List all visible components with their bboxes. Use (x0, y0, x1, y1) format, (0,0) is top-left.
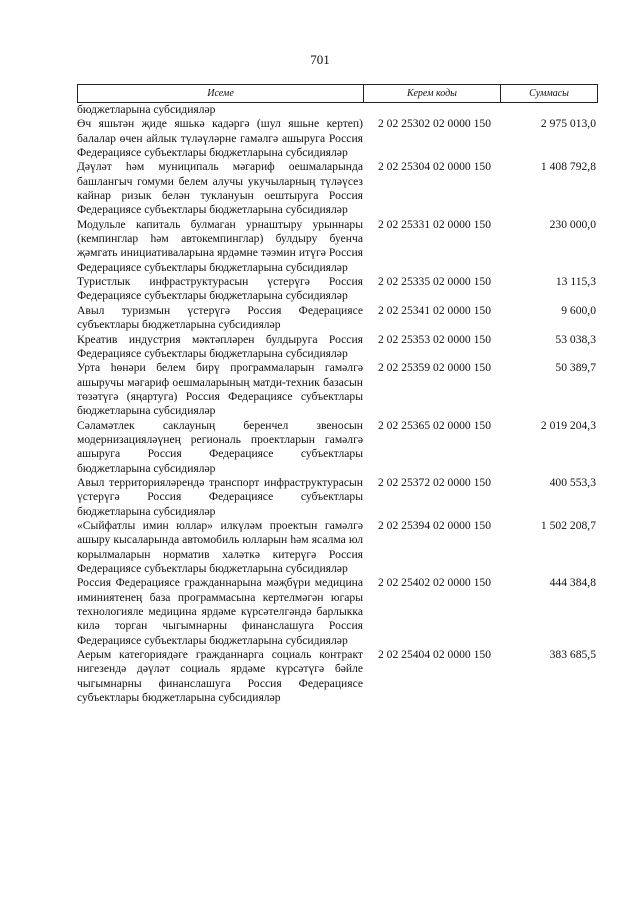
row-name: Модульле капиталь булмаган урнаштыру урыннары (кемпинглар һәм автокемпинглар) булдыру буенча җәмгать инициативаларына ярдәмне тәэмин итүгә Россия Федерациясе субъектлары бюджетларына субсидияләр (77, 217, 363, 274)
header-name: Исеме (78, 85, 364, 102)
row-name: Урта һөнәри белем бирү программаларын гамәлгә ашыручы мәгариф оешмаларының матди-техник базасын төзәтүгә (яңартуга) Россия Федерациясе субъектлары бюджетларына субсидияләр (77, 361, 363, 418)
table-body (77, 103, 598, 705)
table-row (77, 333, 598, 362)
row-code: 2 02 25394 02 0000 150 (377, 518, 492, 532)
table-header (77, 84, 598, 103)
row-name: Россия Федерациясе гражданнарына мәҗбүри медицина иминиятенең база программасына кертелмәгән югары технологияле медицина ярдәме күрсәтелгәндә барлыкка килә торган чыгымнарны финанслашуга Россия Федерациясе субъектлары бюджетларына субсидияләр (77, 576, 363, 647)
table-row (77, 519, 598, 576)
row-code: 2 02 25372 02 0000 150 (377, 475, 492, 489)
row-sum: 1 408 792,8 (540, 160, 596, 174)
page-number: 701 (310, 52, 330, 67)
row-code: 2 02 25402 02 0000 150 (377, 576, 492, 590)
table-row (77, 476, 598, 519)
row-code: 2 02 25304 02 0000 150 (377, 160, 492, 174)
table-row (77, 648, 598, 705)
row-name: Туристлык инфраструктурасын үстерүгә Россия Федерациясе субъектлары бюджетларына субсидияләр (77, 275, 363, 303)
table-row (77, 419, 598, 476)
row-code: 2 02 25335 02 0000 150 (377, 275, 492, 289)
row-code: 2 02 25302 02 0000 150 (377, 117, 492, 131)
table-row (77, 117, 598, 160)
table-row (77, 275, 598, 304)
row-sum: 50 389,7 (555, 361, 596, 375)
table-row (77, 304, 598, 333)
row-sum: 444 384,8 (549, 576, 596, 590)
header-sum: Суммасы (529, 88, 569, 99)
row-name: «Сыйфатлы имин юллар» илкүләм проектын гамәлгә ашыру кысаларында автомобиль юлларын һәм ясалма юл корылмаларын норматив халәткә китерүгә Россия Федерациясе субъектлары бюджетларына субсидияләр (77, 518, 363, 575)
row-name: Авыл туризмын үстерүгә Россия Федерациясе субъектлары бюджетларына субсидияләр (77, 303, 363, 332)
row-code: 2 02 25353 02 0000 150 (377, 332, 492, 346)
row-name: Сәламәтлек саклауның беренчел звеносын модернизацияләүнең региональ проектларын гамәлгә ашыруга Россия Федерациясе субъектлары бюджетларына субсидияләр (77, 418, 363, 475)
row-name: Аерым категориядәге гражданнарга социаль контракт нигезендә дәүләт социаль ярдәме күрсәтүгә бәйле чыгымнарны финанслашуга Россия Федерациясе субъектлары бюджетларына субсидияләр (77, 648, 363, 705)
row-code: 2 02 25359 02 0000 150 (377, 361, 492, 375)
row-sum: 53 038,3 (555, 332, 596, 346)
row-sum: 2 975 013,0 (540, 117, 596, 131)
header-code: Керем коды (364, 85, 501, 102)
row-name: Креатив индустрия мәктәпләрен булдыруга Россия Федерациясе субъектлары бюджетларына субсидияләр (77, 332, 363, 360)
row-code: 2 02 25404 02 0000 150 (377, 648, 492, 662)
table-row (77, 576, 598, 648)
row-name: Дәүләт һәм муниципаль мәгариф оешмаларында башлангыч гомуми белем алучы укучыларның түләүсез кайнар ризык белән туклануын оештыруга Россия Федерациясе субъектлары бюджетларына субсидияләр (77, 160, 363, 217)
row-code: 2 02 25365 02 0000 150 (377, 418, 492, 432)
row-sum: 2 019 204,3 (540, 418, 596, 432)
row-sum: 230 000,0 (549, 217, 596, 231)
row-sum: 1 502 208,7 (540, 518, 596, 532)
row-name: Өч яшьтән җиде яшькә кадәргә (шул яшьне кертеп) балалар өчен айлык түләүләрне гамәлгә ашыруга Россия Федерациясе субъектлары бюджетларына субсидияләр (77, 117, 363, 160)
row-sum: 9 600,0 (561, 303, 596, 317)
budget-table (77, 84, 598, 705)
row-sum: 400 553,3 (549, 475, 596, 489)
table-row (77, 218, 598, 275)
continuation-text: бюджетларына субсидияләр (77, 103, 216, 116)
row-name: Авыл территорияләрендә транспорт инфраструктурасын үстерүгә Россия Федерациясе субъектлары бюджетларына субсидияләр (77, 475, 363, 518)
row-code: 2 02 25341 02 0000 150 (377, 303, 492, 317)
table-row (77, 361, 598, 418)
row-sum: 383 685,5 (549, 648, 596, 662)
row-code: 2 02 25331 02 0000 150 (377, 217, 492, 231)
table-row (77, 160, 598, 217)
row-sum: 13 115,3 (555, 275, 596, 289)
